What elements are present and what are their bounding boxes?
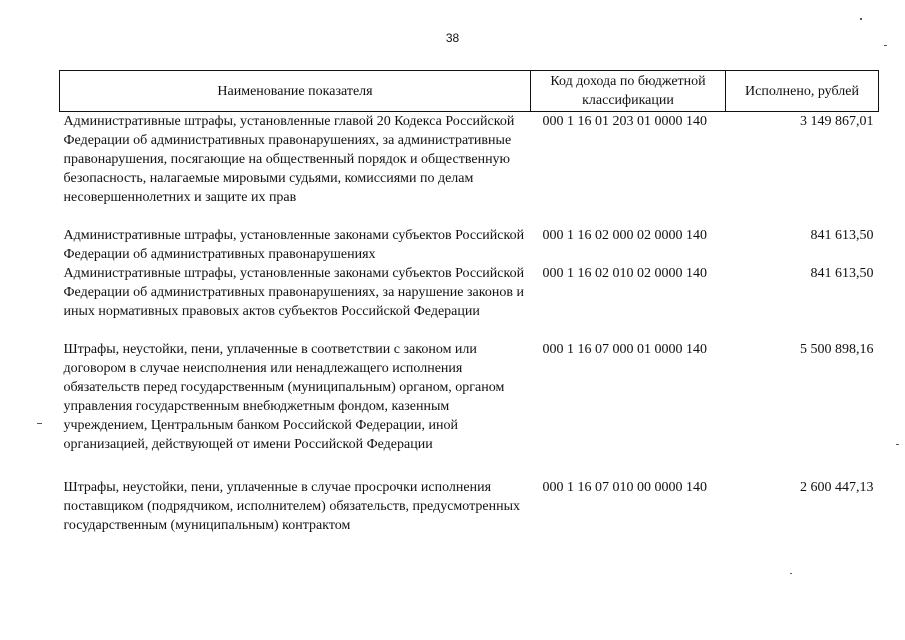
row-budget-code: 000 1 16 07 000 01 0000 140	[542, 341, 707, 357]
scan-mark	[896, 444, 899, 445]
row-indicator-name: Административные штрафы, установленные главой 20 Кодекса Российской Федерации об административных правонарушениях, за административные правонарушения, посягающие на общественный порядок и общественную безопасность, налагаемые мировыми судьями, комиссиями по делам несовершеннолетних и защите их прав	[63, 114, 515, 205]
scan-mark	[860, 18, 862, 20]
row-indicator-name: Административные штрафы, установленные законами субъектов Российской Федерации об административных правонарушениях, за нарушение законов и иных нормативных правовых актов субъектов Российской Федерации	[63, 265, 525, 319]
row-indicator-name: Административные штрафы, установленные законами субъектов Российской Федерации об административных правонарушениях	[63, 227, 525, 262]
row-budget-code: 000 1 16 02 010 02 0000 140	[542, 265, 707, 281]
row-executed-amount: 841 613,50	[810, 265, 874, 281]
row-executed-amount: 3 149 867,01	[800, 114, 874, 129]
header-budget-code: Код дохода по бюджетной классификации	[531, 71, 726, 112]
table-row	[60, 478, 879, 538]
header-executed-amount: Исполнено, рублей	[726, 71, 879, 112]
row-executed-amount: 841 613,50	[810, 227, 874, 243]
row-budget-code: 000 1 16 02 000 02 0000 140	[542, 227, 707, 243]
header-indicator-name: Наименование показателя	[60, 71, 531, 112]
scan-mark	[790, 573, 792, 574]
scan-mark	[37, 423, 42, 424]
row-budget-code: 000 1 16 01 203 01 0000 140	[542, 114, 707, 129]
table-row	[60, 340, 879, 478]
row-executed-amount: 5 500 898,16	[800, 341, 874, 357]
scan-mark	[884, 45, 887, 46]
revenue-table	[59, 70, 879, 538]
table-header-row	[60, 71, 879, 112]
table-row	[60, 226, 879, 264]
row-indicator-name: Штрафы, неустойки, пени, уплаченные в случае просрочки исполнения поставщиком (подрядчиком, исполнителем) обязательств, предусмотренных государственным (муниципальным) контрактом	[63, 479, 520, 533]
table-row	[60, 264, 879, 340]
table-row	[60, 112, 879, 226]
row-executed-amount: 2 600 447,13	[800, 479, 874, 495]
row-budget-code: 000 1 16 07 010 00 0000 140	[542, 479, 707, 495]
row-indicator-name: Штрафы, неустойки, пени, уплаченные в соответствии с законом или договором в случае неисполнения или ненадлежащего исполнения обязательств перед государственным (муниципальным) органом, органом управления государственным внебюджетным фондом, казенным учреждением, Центральным банком Российской Федерации, иной организацией, действующей от имени Российской Федерации	[63, 341, 505, 452]
page-number: 38	[445, 31, 460, 45]
